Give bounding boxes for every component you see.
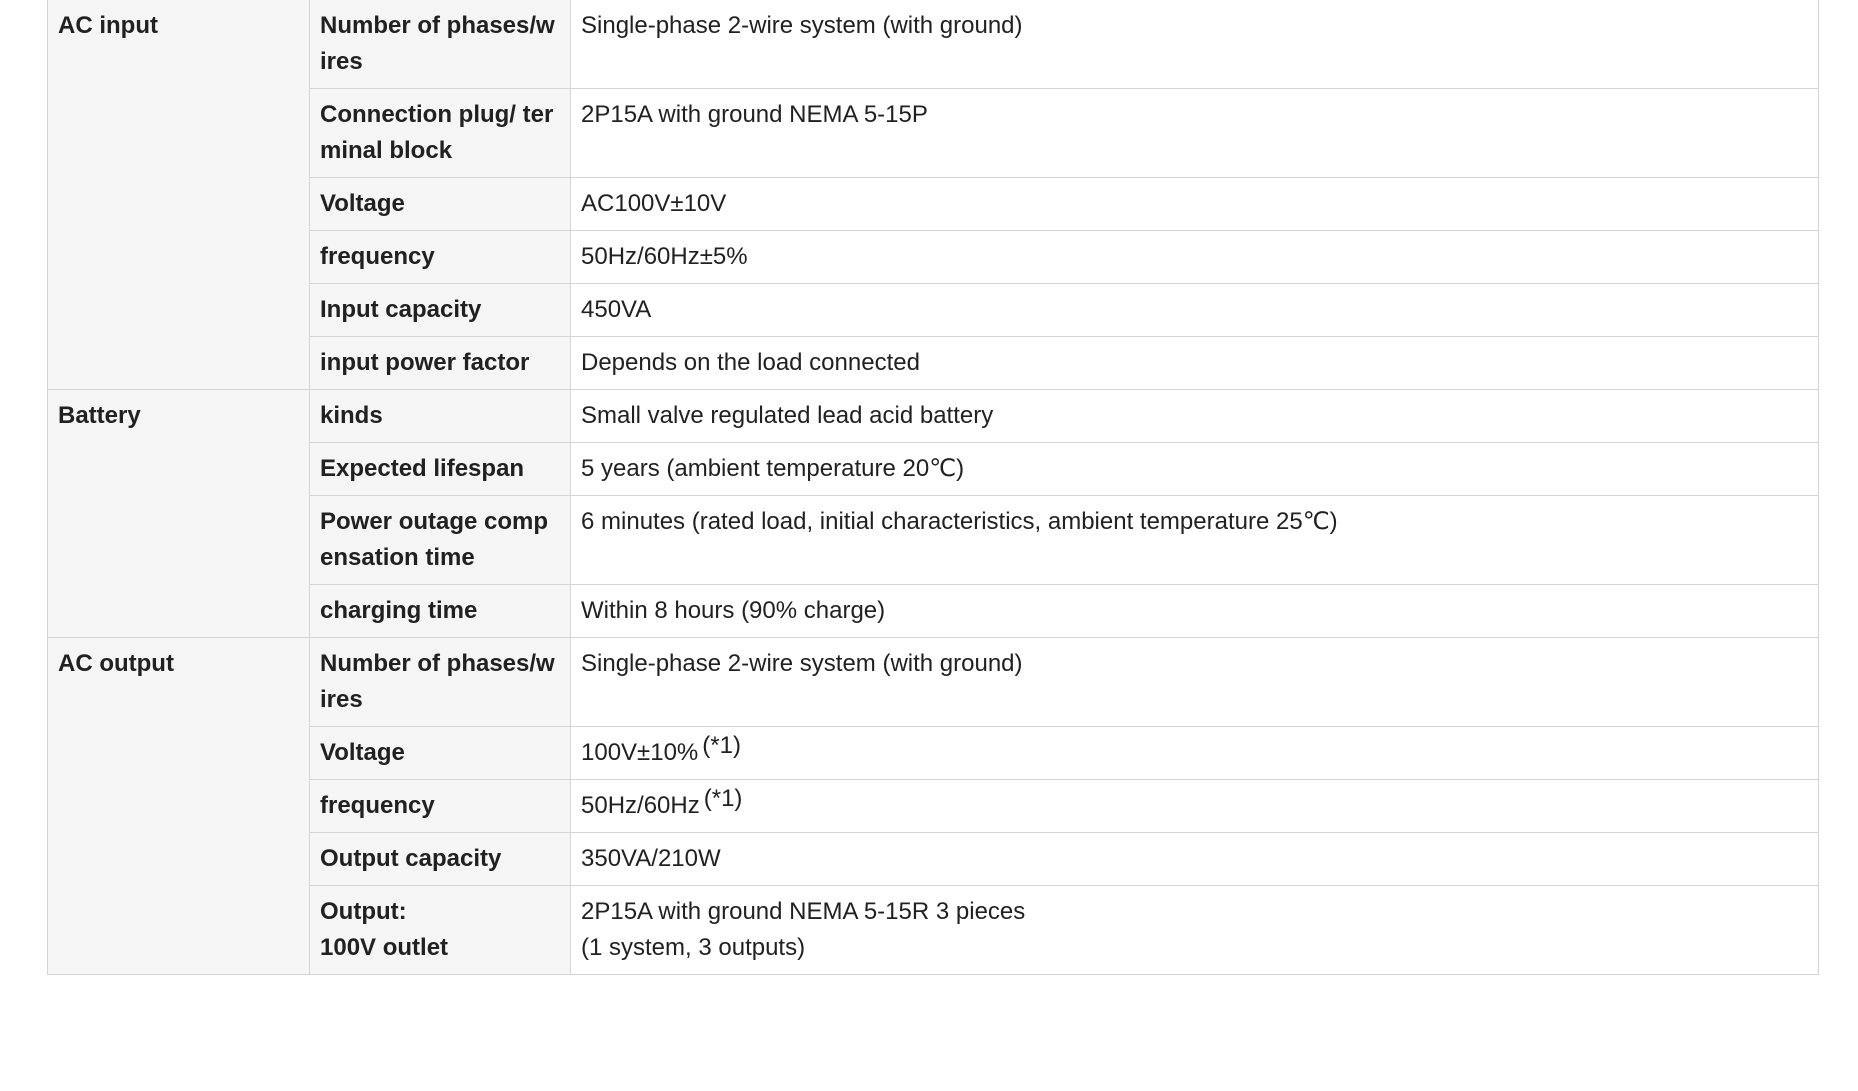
item-label: Expected lifespan bbox=[310, 443, 571, 496]
item-value: 50Hz/60Hz±5% bbox=[571, 231, 1819, 284]
table-row bbox=[48, 89, 1819, 178]
table-row bbox=[48, 638, 1819, 727]
table-row bbox=[48, 337, 1819, 390]
item-label: Number of phases/wires bbox=[310, 0, 571, 89]
item-value: 450VA bbox=[571, 284, 1819, 337]
value-text: 100V±10% bbox=[581, 739, 699, 766]
value-text: 50Hz/60Hz bbox=[581, 792, 700, 819]
group-label-battery: Battery bbox=[48, 390, 310, 638]
table-row bbox=[48, 284, 1819, 337]
item-value: AC100V±10V bbox=[571, 178, 1819, 231]
item-label: frequency bbox=[310, 231, 571, 284]
table-row bbox=[48, 727, 1819, 780]
item-label: frequency bbox=[310, 780, 571, 833]
item-value: Depends on the load connected bbox=[571, 337, 1819, 390]
table-row bbox=[48, 0, 1819, 89]
group-label-ac-output: AC output bbox=[48, 638, 310, 975]
item-value: 2P15A with ground NEMA 5-15P bbox=[571, 89, 1819, 178]
item-label: Voltage bbox=[310, 178, 571, 231]
group-label-ac-input: AC input bbox=[48, 0, 310, 390]
item-value: Within 8 hours (90% charge) bbox=[571, 585, 1819, 638]
footnote-ref: (*1) bbox=[702, 732, 741, 759]
item-value: 350VA/210W bbox=[571, 833, 1819, 886]
table-row bbox=[48, 231, 1819, 284]
item-label: charging time bbox=[310, 585, 571, 638]
table-row bbox=[48, 496, 1819, 585]
item-label: kinds bbox=[310, 390, 571, 443]
table-row bbox=[48, 585, 1819, 638]
item-value: 6 minutes (rated load, initial characteristics, ambient temperature 25℃) bbox=[571, 496, 1819, 585]
table-row bbox=[48, 833, 1819, 886]
item-label-multiline bbox=[310, 886, 571, 975]
item-value-multiline bbox=[571, 886, 1819, 975]
item-value: Small valve regulated lead acid battery bbox=[571, 390, 1819, 443]
item-label: Power outage compensation time bbox=[310, 496, 571, 585]
table-row bbox=[48, 780, 1819, 833]
item-label-line: 100V outlet bbox=[320, 934, 449, 961]
item-value: Single-phase 2-wire system (with ground) bbox=[571, 638, 1819, 727]
item-value-line: (1 system, 3 outputs) bbox=[581, 934, 806, 961]
item-label: Input capacity bbox=[310, 284, 571, 337]
item-value: Single-phase 2-wire system (with ground) bbox=[571, 0, 1819, 89]
item-value-with-note bbox=[571, 727, 1819, 780]
item-value-line: 2P15A with ground NEMA 5-15R 3 pieces bbox=[581, 898, 1026, 925]
footnote-ref: (*1) bbox=[703, 785, 743, 812]
spec-table bbox=[47, 0, 1819, 975]
item-label: Voltage bbox=[310, 727, 571, 780]
table-row bbox=[48, 886, 1819, 975]
table-row bbox=[48, 390, 1819, 443]
item-label: Connection plug/ terminal block bbox=[310, 89, 571, 178]
item-label: Output capacity bbox=[310, 833, 571, 886]
item-label: Number of phases/wires bbox=[310, 638, 571, 727]
item-value: 5 years (ambient temperature 20℃) bbox=[571, 443, 1819, 496]
item-label-line: Output: bbox=[320, 898, 407, 925]
item-value-with-note bbox=[571, 780, 1819, 833]
table-row bbox=[48, 178, 1819, 231]
table-row bbox=[48, 443, 1819, 496]
item-label: input power factor bbox=[310, 337, 571, 390]
